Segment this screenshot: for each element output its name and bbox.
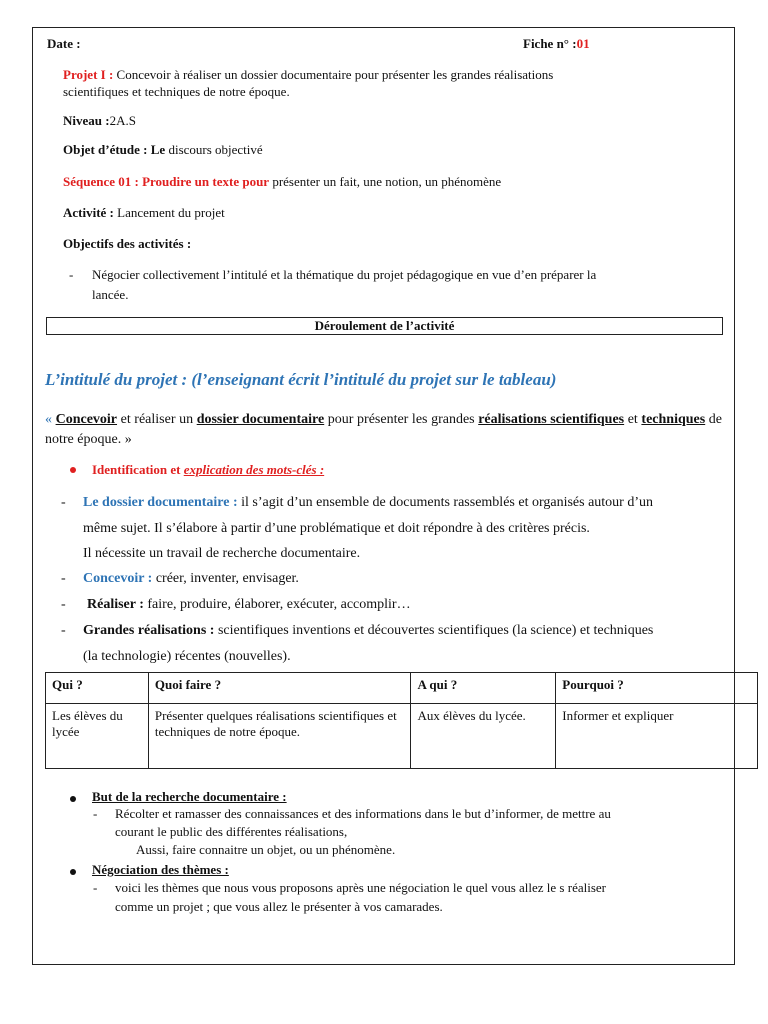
keyword-realisations: réalisations scientifiques xyxy=(478,412,625,427)
def-dossier-line-3: Il nécessite un travail de recherche documentaire. xyxy=(83,546,361,561)
def-dossier-text: il s’agit d’un ensemble de documents rassemblés et organisés autour d’un xyxy=(237,495,654,510)
nego-line-2: comme un projet ; que vous allez le présenter à vos camarades. xyxy=(115,899,443,914)
def-grandes-line-2: (la technologie) récentes (nouvelles). xyxy=(83,649,291,664)
sequence-line xyxy=(63,174,501,190)
dash-icon: - xyxy=(93,880,98,895)
sequence-value: présenter un fait, une notion, un phénomène xyxy=(269,174,502,189)
niveau-label: Niveau : xyxy=(63,113,110,128)
but-line-3: Aussi, faire connaitre un objet, ou un phénomène. xyxy=(136,842,396,857)
dash-icon: - xyxy=(61,495,66,510)
objet-line xyxy=(63,142,263,158)
projet-text-1: Concevoir à réaliser un dossier documentaire pour présenter les grandes réalisations xyxy=(113,67,554,82)
table-cell: Présenter quelques réalisations scientifiques et techniques de notre époque. xyxy=(148,704,411,769)
activite-value: Lancement du projet xyxy=(113,205,225,220)
objectifs-item-1: Négocier collectivement l’intitulé et la thématique du projet pédagogique en vue d’en préparer la xyxy=(92,267,597,282)
nego-line-1: voici les thèmes que nous vous proposons après une négociation le quel vous allez le s réaliser xyxy=(115,880,606,895)
quote-text-2: pour présenter les grandes xyxy=(324,412,479,427)
projet-line-1 xyxy=(63,67,553,83)
but-title: But de la recherche documentaire : xyxy=(92,789,287,804)
def-grandes-text: scientifiques inventions et découvertes scientifiques (la science) et techniques xyxy=(214,623,654,638)
but-line-2: courant le public des différentes réalisations, xyxy=(115,824,348,839)
identification-heading xyxy=(92,462,324,478)
table-row xyxy=(46,704,758,769)
niveau-value: 2A.S xyxy=(109,113,136,128)
table-cell: Les élèves du lycée xyxy=(46,704,149,769)
identification-part-2: explication des mots-clés : xyxy=(183,462,325,477)
nego-title: Négociation des thèmes : xyxy=(92,862,229,877)
objectifs-dash: - xyxy=(69,267,74,282)
dash-icon: - xyxy=(61,623,66,638)
deroulement-heading: Déroulement de l’activité xyxy=(46,317,723,335)
quote-open: « xyxy=(45,412,56,427)
def-dossier-line-2: même sujet. Il s’élabore à partir d’une problématique et doit répondre à des critères précis. xyxy=(83,521,590,536)
table-header-row xyxy=(46,673,758,704)
table-cell: Informer et expliquer xyxy=(556,704,758,769)
fiche-value: 01 xyxy=(576,36,590,51)
keyword-dossier: dossier documentaire xyxy=(196,412,325,427)
quote-text-1: et réaliser un xyxy=(117,412,197,427)
table-header-cell: Quoi faire ? xyxy=(148,673,411,704)
objet-label: Objet d’étude : xyxy=(63,142,151,157)
but-line-1: Récolter et ramasser des connaissances et des informations dans le but d’informer, de mettre au xyxy=(115,806,611,821)
def-realiser-term: Réaliser : xyxy=(87,597,144,612)
objectifs-item-2: lancée. xyxy=(92,287,129,302)
dash-icon: - xyxy=(61,571,66,586)
intitule-title: L’intitulé du projet : (l’enseignant écrit l’intitulé du projet sur le tableau) xyxy=(45,370,557,389)
objet-bold: Le xyxy=(150,142,166,157)
def-concevoir-term: Concevoir : xyxy=(83,571,153,586)
activite-line xyxy=(63,205,225,221)
bullet-icon xyxy=(70,796,76,802)
identification-part-1: Identification et xyxy=(92,462,184,477)
sequence-label: Séquence 01 : Proudire un texte pour xyxy=(63,174,270,189)
bullet-icon xyxy=(70,869,76,875)
table-header-cell: Qui ? xyxy=(46,673,149,704)
objet-value: discours objectivé xyxy=(165,142,263,157)
projet-line-2: scientifiques et techniques de notre époque. xyxy=(63,84,290,99)
keyword-concevoir: Concevoir xyxy=(55,412,118,427)
dash-icon: - xyxy=(93,806,98,821)
def-dossier-term: Le dossier documentaire : xyxy=(83,495,238,510)
def-realiser xyxy=(87,592,411,617)
activite-label: Activité : xyxy=(63,205,114,220)
bullet-icon xyxy=(70,467,76,473)
fiche-number xyxy=(523,36,590,52)
table-header-cell: Pourquoi ? xyxy=(556,673,758,704)
table-header-cell: A qui ? xyxy=(411,673,556,704)
niveau-line xyxy=(63,113,136,129)
def-dossier-line-1 xyxy=(83,490,653,515)
def-realiser-text: faire, produire, élaborer, exécuter, accomplir… xyxy=(143,597,411,612)
quote-text-4: de notre époque. » xyxy=(45,412,723,447)
dash-icon: - xyxy=(61,597,66,612)
fiche-label: Fiche n° : xyxy=(523,36,577,51)
date-label: Date : xyxy=(47,36,81,51)
projet-label: Projet I : xyxy=(63,67,114,82)
def-concevoir xyxy=(83,566,299,591)
quote-text-3: et xyxy=(624,412,642,427)
project-quote xyxy=(45,410,722,450)
def-grandes-line-1 xyxy=(83,618,653,643)
qqoqcp-table xyxy=(45,672,758,769)
def-concevoir-text: créer, inventer, envisager. xyxy=(152,571,299,586)
objectifs-label: Objectifs des activités : xyxy=(63,236,192,251)
def-grandes-term: Grandes réalisations : xyxy=(83,623,215,638)
table-cell: Aux élèves du lycée. xyxy=(411,704,556,769)
keyword-techniques: techniques xyxy=(641,412,706,427)
